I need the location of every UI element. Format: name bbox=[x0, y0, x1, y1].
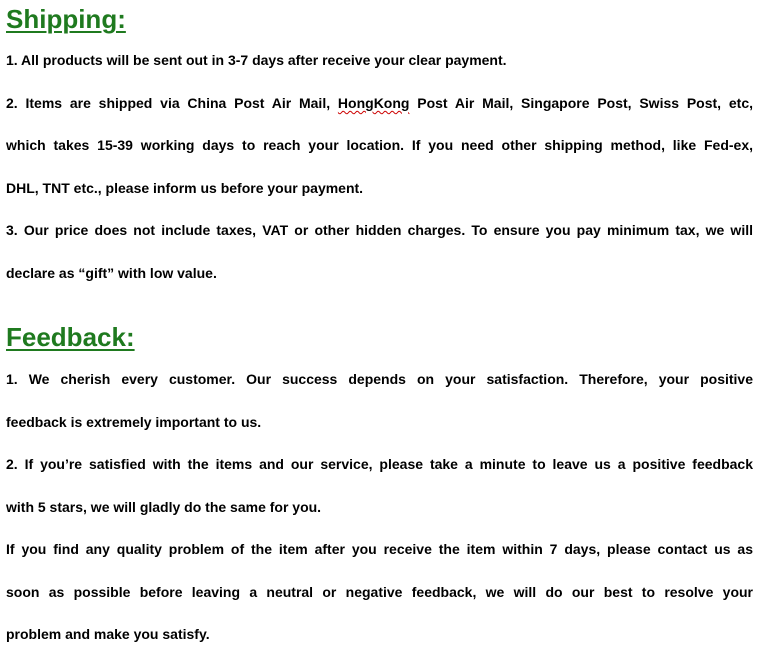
shipping-item-2-text-c: Post Air Mail, Singapore Post, Swiss Post, etc, bbox=[409, 95, 753, 111]
feedback-item-3-line-3: problem and make you satisfy. bbox=[6, 626, 210, 642]
feedback-item-1-line-1: 1. We cherish every customer. Our success depends on your satisfaction. Therefore, your positive bbox=[6, 371, 753, 387]
spellcheck-word: HongKong bbox=[337, 95, 410, 111]
shipping-item-2-text-a: 2. Items are shipped via China Post Air Mail, bbox=[6, 95, 338, 111]
feedback-item-3-line-1: If you find any quality problem of the item after you receive the item within 7 days, please contact us as bbox=[6, 541, 753, 557]
shipping-item-2-line-3: DHL, TNT etc., please inform us before your payment. bbox=[6, 180, 364, 196]
shipping-item-3-line-1: 3. Our price does not include taxes, VAT or other hidden charges. To ensure you pay minimum tax, we will bbox=[6, 222, 753, 238]
feedback-item-2-line-1: 2. If you’re satisfied with the items and our service, please take a minute to leave us a positive feedback bbox=[6, 456, 753, 472]
feedback-item-1-line-2: feedback is extremely important to us. bbox=[6, 414, 262, 430]
feedback-item-2-line-2: with 5 stars, we will gladly do the same for you. bbox=[6, 499, 322, 515]
shipping-item-2-line-1 bbox=[6, 94, 753, 112]
shipping-heading: Shipping: bbox=[6, 4, 126, 34]
shipping-item-2-line-2: which takes 15-39 working days to reach your location. If you need other shipping method, like Fed-ex, bbox=[6, 137, 753, 153]
shipping-item-3-line-2: declare as “gift” with low value. bbox=[6, 265, 217, 281]
feedback-heading: Feedback: bbox=[6, 322, 135, 352]
shipping-item-1: 1. All products will be sent out in 3-7 days after receive your clear payment. bbox=[6, 52, 507, 68]
feedback-item-3-line-2: soon as possible before leaving a neutral or negative feedback, we will do our best to resolve your bbox=[6, 584, 753, 600]
